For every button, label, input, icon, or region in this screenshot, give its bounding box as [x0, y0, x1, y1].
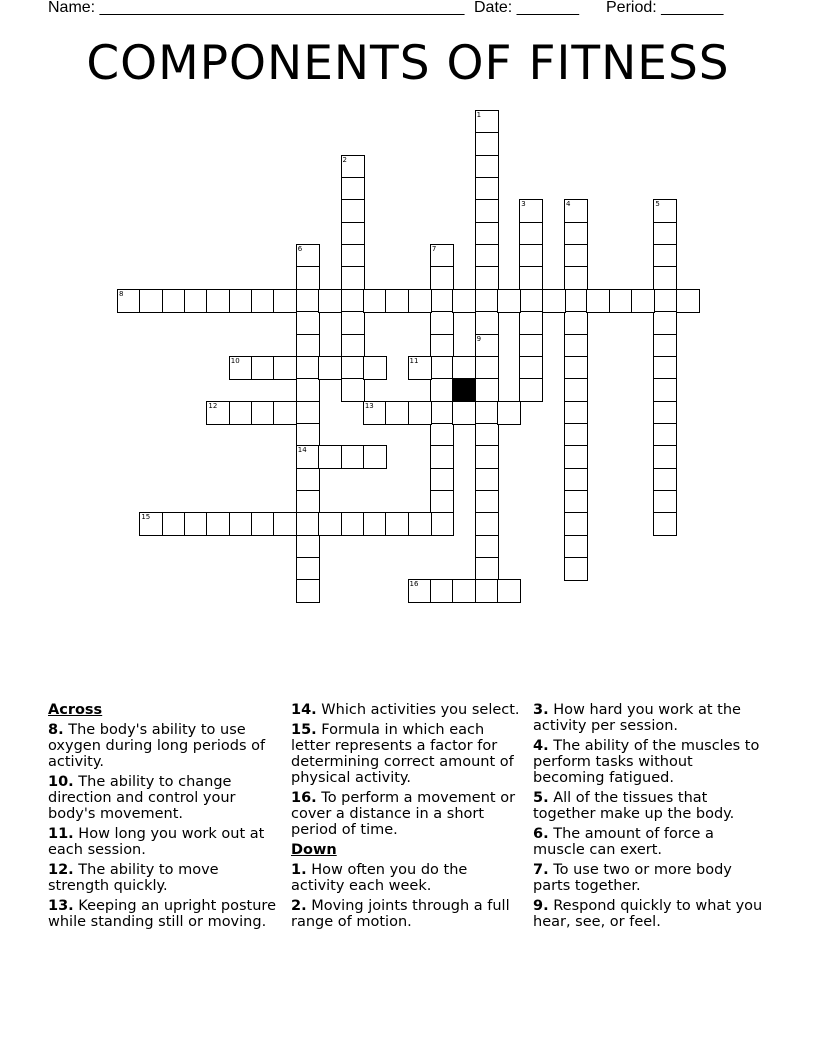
grid-cell[interactable]	[251, 289, 275, 313]
clue-item-text: The ability to change direction and control your body's movement.	[48, 774, 236, 822]
grid-cell[interactable]	[475, 423, 499, 447]
grid-cell[interactable]	[475, 378, 499, 402]
grid-cell[interactable]	[430, 468, 454, 492]
grid-cell[interactable]	[363, 512, 387, 536]
grid-cell[interactable]	[519, 289, 543, 313]
grid-cell[interactable]	[206, 512, 230, 536]
clue-item-text: How long you work out at each session.	[48, 826, 265, 858]
clue-item	[48, 862, 280, 894]
clue-number: 1	[476, 111, 482, 119]
clue-item	[533, 702, 765, 734]
grid-cell[interactable]	[229, 289, 253, 313]
clue-number: 10	[230, 356, 240, 365]
grid-cell[interactable]	[452, 356, 476, 380]
grid-cell[interactable]	[341, 356, 365, 380]
grid-cell[interactable]	[497, 401, 521, 425]
clue-item-text: The ability to move strength quickly.	[48, 862, 219, 894]
grid-cell[interactable]	[318, 512, 342, 536]
grid-cell[interactable]	[296, 512, 320, 536]
clue-item	[533, 738, 765, 786]
clue-heading: Down	[291, 842, 337, 858]
grid-cell[interactable]	[296, 378, 320, 402]
clue-item-number: 10.	[48, 774, 74, 790]
grid-cell[interactable]	[251, 401, 275, 425]
clue-item-text: The body's ability to use oxygen during long periods of activity.	[48, 722, 266, 770]
grid-cell[interactable]	[296, 244, 320, 268]
grid-cell[interactable]	[653, 445, 677, 469]
grid-cell[interactable]	[475, 356, 499, 380]
clue-number: 2	[342, 155, 347, 164]
grid-cell[interactable]	[341, 199, 365, 223]
clue-item-text: How hard you work at the activity per session.	[533, 702, 741, 734]
grid-cell[interactable]	[564, 557, 588, 581]
grid-cell[interactable]	[229, 401, 253, 425]
grid-cell[interactable]	[408, 512, 432, 536]
grid-cell[interactable]	[273, 512, 297, 536]
grid-cell[interactable]	[385, 401, 409, 425]
grid-cell[interactable]	[296, 401, 320, 425]
clue-number: 3	[521, 200, 526, 209]
grid-cell[interactable]	[653, 490, 677, 514]
grid-cell[interactable]	[341, 244, 365, 268]
grid-cell[interactable]	[475, 334, 499, 358]
grid-cell[interactable]	[296, 468, 320, 492]
grid-cell[interactable]	[385, 289, 409, 313]
grid-cell[interactable]	[519, 199, 543, 223]
period-field[interactable]: Period: _______	[606, 0, 724, 16]
grid-cell[interactable]	[430, 356, 454, 380]
grid-cell[interactable]	[206, 401, 230, 425]
clue-item-text: Keeping an upright posture while standing still or moving.	[48, 898, 276, 930]
clue-item-text: Respond quickly to what you hear, see, or feel.	[533, 898, 763, 930]
grid-cell[interactable]	[296, 266, 320, 290]
grid-cell[interactable]	[653, 423, 677, 447]
clue-item-number: 11.	[48, 826, 74, 842]
clue-item	[533, 826, 765, 858]
clue-item-text: How often you do the activity each week.	[291, 862, 468, 894]
name-field[interactable]: Name: _________________________________________	[48, 0, 465, 16]
clue-item-number: 2.	[291, 898, 307, 914]
grid-cell[interactable]	[408, 579, 432, 603]
grid-cell[interactable]	[653, 266, 677, 290]
grid-cell[interactable]	[564, 512, 588, 536]
grid-cell[interactable]	[296, 490, 320, 514]
clue-item-text: The ability of the muscles to perform tasks without becoming fatigued.	[533, 738, 760, 786]
grid-cell[interactable]	[475, 557, 499, 581]
grid-cell[interactable]	[318, 356, 342, 380]
grid-cell[interactable]	[653, 468, 677, 492]
grid-cell[interactable]	[519, 266, 543, 290]
grid-cell[interactable]	[408, 356, 432, 380]
grid-cell[interactable]	[117, 289, 141, 313]
grid-cell[interactable]	[318, 289, 342, 313]
clue-item	[291, 790, 523, 838]
clue-item-text: Which activities you select.	[316, 702, 520, 718]
grid-cell[interactable]	[341, 311, 365, 335]
grid-cell[interactable]	[475, 289, 499, 313]
date-field[interactable]: Date: _______	[474, 0, 579, 16]
clue-number: 9	[476, 334, 482, 343]
clue-item-text: Formula in which each letter represents a factor for determining correct amount of physical activity.	[291, 722, 514, 786]
grid-cell[interactable]	[296, 445, 320, 469]
grid-cell[interactable]	[475, 579, 499, 603]
grid-cell[interactable]	[430, 289, 454, 313]
grid-cell[interactable]	[273, 356, 297, 380]
grid-cell[interactable]	[631, 289, 655, 313]
grid-cell[interactable]	[430, 311, 454, 335]
grid-cell[interactable]	[519, 222, 543, 246]
clue-item-number: 12.	[48, 862, 74, 878]
grid-cell[interactable]	[475, 311, 499, 335]
clue-number: 12	[208, 401, 218, 410]
clue-item	[533, 862, 765, 894]
clue-column-3	[533, 702, 765, 934]
grid-cell[interactable]	[609, 289, 633, 313]
grid-cell[interactable]	[363, 445, 387, 469]
clue-number: 6	[297, 245, 303, 254]
clue-item-number: 13.	[48, 898, 74, 914]
grid-cell[interactable]	[475, 535, 499, 559]
grid-cell[interactable]	[229, 512, 253, 536]
grid-cell[interactable]	[341, 222, 365, 246]
grid-cell[interactable]	[564, 490, 588, 514]
grid-cell[interactable]	[341, 378, 365, 402]
grid-cell[interactable]	[430, 334, 454, 358]
grid-cell[interactable]	[452, 289, 476, 313]
clue-item-number: 4.	[533, 738, 549, 754]
grid-cell[interactable]	[653, 334, 677, 358]
clue-number: 4	[566, 200, 571, 209]
grid-cell[interactable]	[184, 289, 208, 313]
clue-item	[533, 898, 765, 930]
grid-cell[interactable]	[296, 423, 320, 447]
clue-item-text: To use two or more body parts together.	[533, 862, 732, 894]
clue-item-number: 8.	[48, 722, 64, 738]
grid-cell[interactable]	[430, 401, 454, 425]
grid-cell[interactable]	[653, 199, 677, 223]
clue-column-2	[291, 702, 523, 934]
grid-cell[interactable]	[475, 266, 499, 290]
clue-item	[48, 898, 280, 930]
grid-cell[interactable]	[475, 110, 499, 134]
clue-item-number: 1.	[291, 862, 307, 878]
clue-number: 16	[409, 580, 419, 589]
grid-cell[interactable]	[564, 222, 588, 246]
grid-cell[interactable]	[452, 401, 476, 425]
grid-cell[interactable]	[519, 244, 543, 268]
grid-cell[interactable]	[341, 334, 365, 358]
grid-cell[interactable]	[139, 289, 163, 313]
grid-cell[interactable]	[653, 401, 677, 425]
grid-cell[interactable]	[363, 356, 387, 380]
clue-item	[291, 862, 523, 894]
grid-cell[interactable]	[564, 468, 588, 492]
clue-item-number: 3.	[533, 702, 549, 718]
blocked-cell	[452, 378, 476, 402]
grid-cell[interactable]	[475, 512, 499, 536]
grid-cell[interactable]	[586, 289, 610, 313]
grid-cell[interactable]	[430, 423, 454, 447]
clue-number: 8	[119, 289, 124, 298]
grid-cell[interactable]	[385, 512, 409, 536]
grid-cell[interactable]	[139, 512, 163, 536]
grid-cell[interactable]	[564, 266, 588, 290]
grid-cell[interactable]	[475, 132, 499, 156]
grid-cell[interactable]	[296, 334, 320, 358]
grid-cell[interactable]	[206, 289, 230, 313]
grid-cell[interactable]	[475, 445, 499, 469]
clue-number: 5	[655, 200, 660, 209]
grid-cell[interactable]	[430, 266, 454, 290]
grid-cell[interactable]	[519, 311, 543, 335]
grid-cell[interactable]	[341, 512, 365, 536]
grid-cell[interactable]	[430, 244, 454, 268]
grid-cell[interactable]	[653, 512, 677, 536]
clue-item-number: 5.	[533, 790, 549, 806]
clue-number: 15	[141, 513, 151, 522]
grid-cell[interactable]	[519, 334, 543, 358]
grid-cell[interactable]	[497, 289, 521, 313]
clue-item	[291, 702, 523, 718]
grid-cell[interactable]	[296, 579, 320, 603]
grid-cell[interactable]	[251, 512, 275, 536]
grid-cell[interactable]	[296, 289, 320, 313]
grid-cell[interactable]	[653, 356, 677, 380]
grid-cell[interactable]	[296, 535, 320, 559]
grid-cell[interactable]	[542, 289, 566, 313]
clue-item-number: 15.	[291, 722, 317, 738]
grid-cell[interactable]	[653, 311, 677, 335]
grid-cell[interactable]	[273, 289, 297, 313]
clue-number: 7	[431, 245, 437, 254]
grid-cell[interactable]	[430, 579, 454, 603]
grid-cell[interactable]	[676, 289, 700, 313]
grid-cell[interactable]	[408, 401, 432, 425]
grid-cell[interactable]	[430, 490, 454, 514]
grid-cell[interactable]	[564, 423, 588, 447]
grid-cell[interactable]	[564, 401, 588, 425]
clue-item	[48, 826, 280, 858]
grid-cell[interactable]	[229, 356, 253, 380]
clue-item-number: 9.	[533, 898, 549, 914]
grid-cell[interactable]	[519, 378, 543, 402]
grid-cell[interactable]	[430, 445, 454, 469]
grid-cell[interactable]	[564, 356, 588, 380]
grid-cell[interactable]	[564, 289, 588, 313]
grid-cell[interactable]	[564, 445, 588, 469]
grid-cell[interactable]	[475, 199, 499, 223]
grid-cell[interactable]	[564, 378, 588, 402]
clue-number: 13	[364, 401, 374, 410]
grid-cell[interactable]	[341, 289, 365, 313]
clue-item	[291, 722, 523, 786]
grid-cell[interactable]	[162, 289, 186, 313]
grid-cell[interactable]	[296, 356, 320, 380]
grid-cell[interactable]	[475, 244, 499, 268]
grid-cell[interactable]	[475, 490, 499, 514]
clue-heading: Across	[48, 702, 103, 718]
grid-cell[interactable]	[475, 222, 499, 246]
grid-cell[interactable]	[452, 579, 476, 603]
clue-column-1	[48, 702, 280, 934]
grid-cell[interactable]	[341, 266, 365, 290]
grid-cell[interactable]	[475, 177, 499, 201]
grid-cell[interactable]	[653, 244, 677, 268]
grid-cell[interactable]	[296, 557, 320, 581]
grid-cell[interactable]	[653, 378, 677, 402]
grid-cell[interactable]	[363, 401, 387, 425]
grid-cell[interactable]	[184, 512, 208, 536]
grid-cell[interactable]	[475, 155, 499, 179]
grid-cell[interactable]	[564, 311, 588, 335]
clue-item	[48, 774, 280, 822]
clue-item-text: All of the tissues that together make up the body.	[533, 790, 735, 822]
clue-item-number: 7.	[533, 862, 549, 878]
grid-cell[interactable]	[653, 289, 677, 313]
clue-item	[291, 898, 523, 930]
clue-item-number: 14.	[291, 702, 317, 718]
grid-cell[interactable]	[653, 222, 677, 246]
grid-cell[interactable]	[363, 289, 387, 313]
grid-cell[interactable]	[519, 356, 543, 380]
clue-item	[48, 722, 280, 770]
grid-cell[interactable]	[341, 155, 365, 179]
clue-item-text: The amount of force a muscle can exert.	[533, 826, 714, 858]
grid-cell[interactable]	[475, 468, 499, 492]
grid-cell[interactable]	[318, 445, 342, 469]
grid-cell[interactable]	[341, 445, 365, 469]
grid-cell[interactable]	[564, 334, 588, 358]
clue-number: 14	[297, 446, 307, 455]
clue-number: 11	[409, 356, 419, 365]
grid-cell[interactable]	[564, 244, 588, 268]
clue-item	[533, 790, 765, 822]
grid-cell[interactable]	[564, 199, 588, 223]
grid-cell[interactable]	[408, 289, 432, 313]
grid-cell[interactable]	[430, 378, 454, 402]
grid-cell[interactable]	[564, 535, 588, 559]
clue-item-text: Moving joints through a full range of motion.	[291, 898, 510, 930]
grid-cell[interactable]	[341, 177, 365, 201]
clue-item-number: 16.	[291, 790, 317, 806]
grid-cell[interactable]	[296, 311, 320, 335]
grid-cell[interactable]	[497, 579, 521, 603]
clue-item-number: 6.	[533, 826, 549, 842]
grid-cell[interactable]	[162, 512, 186, 536]
clue-item-text: To perform a movement or cover a distance in a short period of time.	[291, 790, 516, 838]
page-title: COMPONENTS OF FITNESS	[86, 36, 730, 91]
grid-cell[interactable]	[273, 401, 297, 425]
grid-cell[interactable]	[475, 401, 499, 425]
grid-cell[interactable]	[430, 512, 454, 536]
grid-cell[interactable]	[251, 356, 275, 380]
